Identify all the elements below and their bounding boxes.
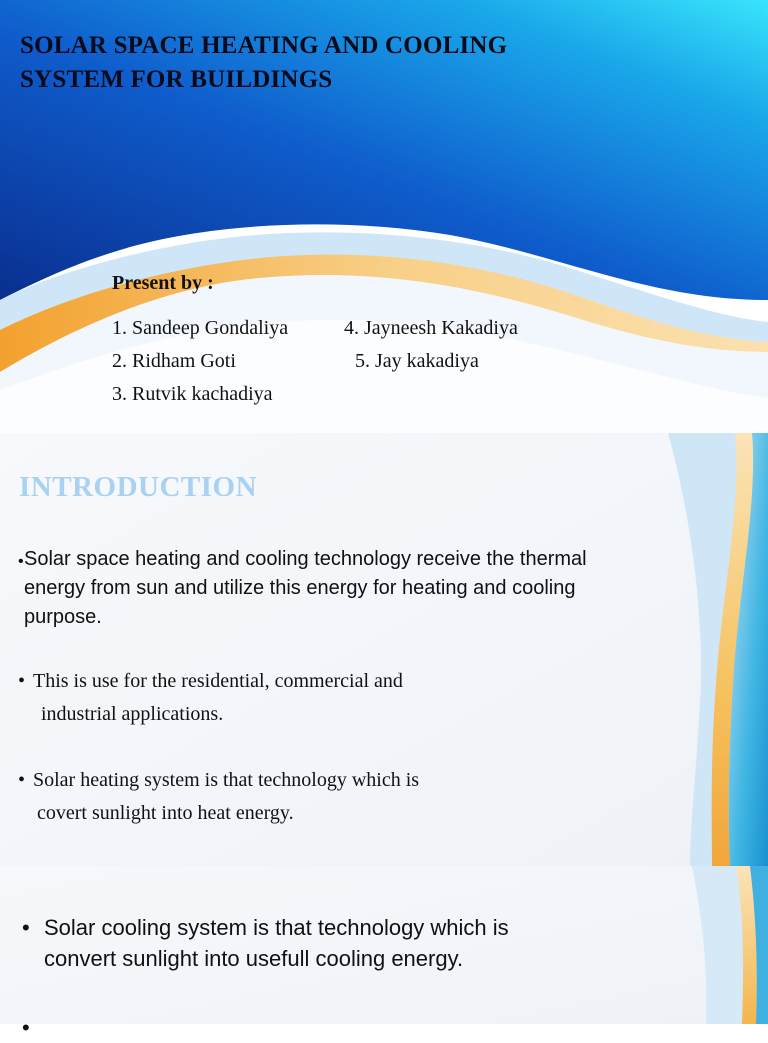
bullet-paragraph-3 [33,764,419,830]
bullet-paragraph-1 [24,545,587,632]
present-by-label: Present by : [112,272,214,294]
bullet-marker: • [18,769,26,791]
member-2: 2. Ridham Goti [112,350,236,372]
introduction-heading: INTRODUCTION [19,471,258,503]
title-slide [0,0,768,433]
introduction-slide [0,433,768,866]
paragraph-line: purpose. [24,606,102,628]
paragraph-line: energy from sun and utilize this energy for heating and cooling [24,577,576,599]
paragraph-line: industrial applications. [41,703,224,725]
bullet-marker: • [18,553,24,570]
paragraph-line: Solar space heating and cooling technology receive the thermal [24,548,587,570]
paragraph-line: Solar heating system is that technology which is [33,769,420,791]
bullet-marker: • [22,1015,30,1040]
slide-title-line-1: SOLAR SPACE HEATING AND COOLING [20,32,508,59]
paragraph-line: Solar cooling system is that technology which is [44,915,509,940]
bullet-paragraph-2 [33,665,403,731]
bullet-marker: • [18,670,26,692]
member-5: 5. Jay kakadiya [355,350,479,372]
paragraph-line: covert sunlight into heat energy. [37,802,294,824]
member-1: 1. Sandeep Gondaliya [112,317,289,339]
bullet-marker: • [22,915,30,940]
solar-cooling-slide [0,866,768,1040]
paragraph-line: This is use for the residential, commercial and [33,670,403,692]
slide-title-line-2: SYSTEM FOR BUILDINGS [20,66,333,93]
member-3: 3. Rutvik kachadiya [112,383,273,405]
bullet-paragraph-cooling [44,912,509,974]
member-4: 4. Jayneesh Kakadiya [344,317,518,339]
paragraph-line: convert sunlight into usefull cooling energy. [44,946,464,971]
